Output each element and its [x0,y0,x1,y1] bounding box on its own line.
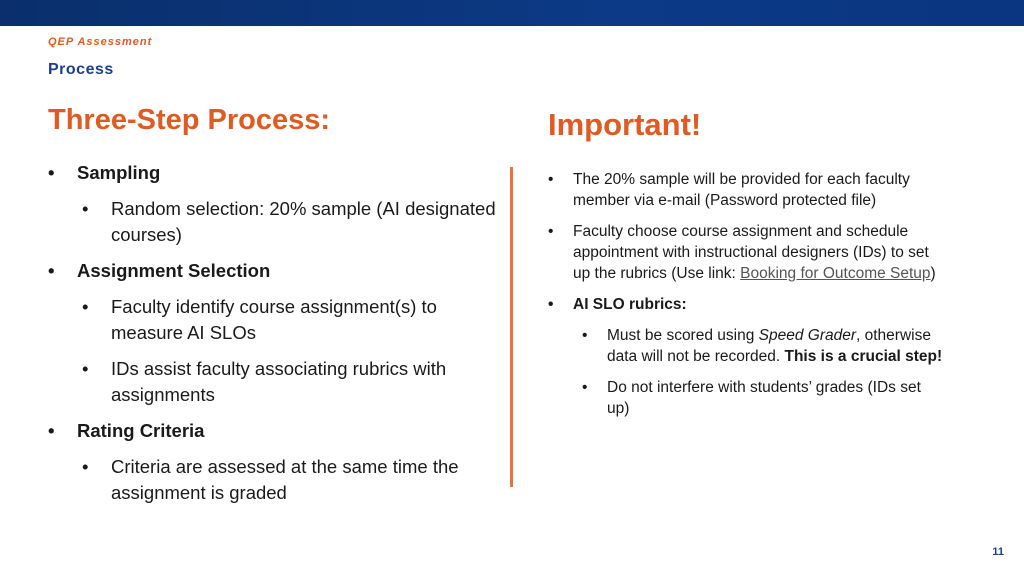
speed-grader-text-b: , otherwise data will not be recorded. [607,327,931,365]
step-rating-criteria: • Rating Criteria [48,418,498,444]
left-heading: Three-Step Process: [48,104,331,136]
note-schedule-text: Faculty choose course assignment and schedule appointment with instructional designers (IDs) to set up the rubrics (Use link: [573,223,929,282]
note-rubrics-label: • AI SLO rubrics: [548,294,943,315]
right-heading: Important! [548,107,702,142]
section-title: Process [48,61,114,78]
step-assignment-detail-1: • Faculty identify course assignment(s) to measure AI SLOs [82,294,498,346]
note-sample-email: • The 20% sample will be provided for each faculty member via e-mail (Password protected file) [548,169,943,211]
note-schedule-appointment [548,221,943,284]
column-divider [510,167,513,487]
speed-grader-text-a: Must be scored using [607,327,759,344]
step-assignment-detail-2: • IDs assist faculty associating rubrics with assignments [82,356,498,408]
note-speed-grader [582,325,943,367]
important-notes-list [548,169,943,429]
step-sampling: • Sampling [48,160,498,186]
step-rating-detail: • Criteria are assessed at the same time the assignment is graded [82,454,498,506]
page-number: 11 [992,546,1004,558]
header-kicker: QEP Assessment [48,36,153,48]
process-steps-list [48,160,498,516]
step-assignment-selection: • Assignment Selection [48,258,498,284]
top-banner [0,0,1024,26]
booking-link[interactable]: Booking for Outcome Setup [740,265,931,282]
note-schedule-end: ) [930,265,936,282]
step-sampling-detail: • Random selection: 20% sample (AI designated courses) [82,196,498,248]
note-grades: • Do not interfere with students’ grades (IDs set up) [582,377,943,419]
speed-grader-term: Speed Grader [758,327,857,344]
crucial-step-text: This is a crucial step! [784,348,943,365]
